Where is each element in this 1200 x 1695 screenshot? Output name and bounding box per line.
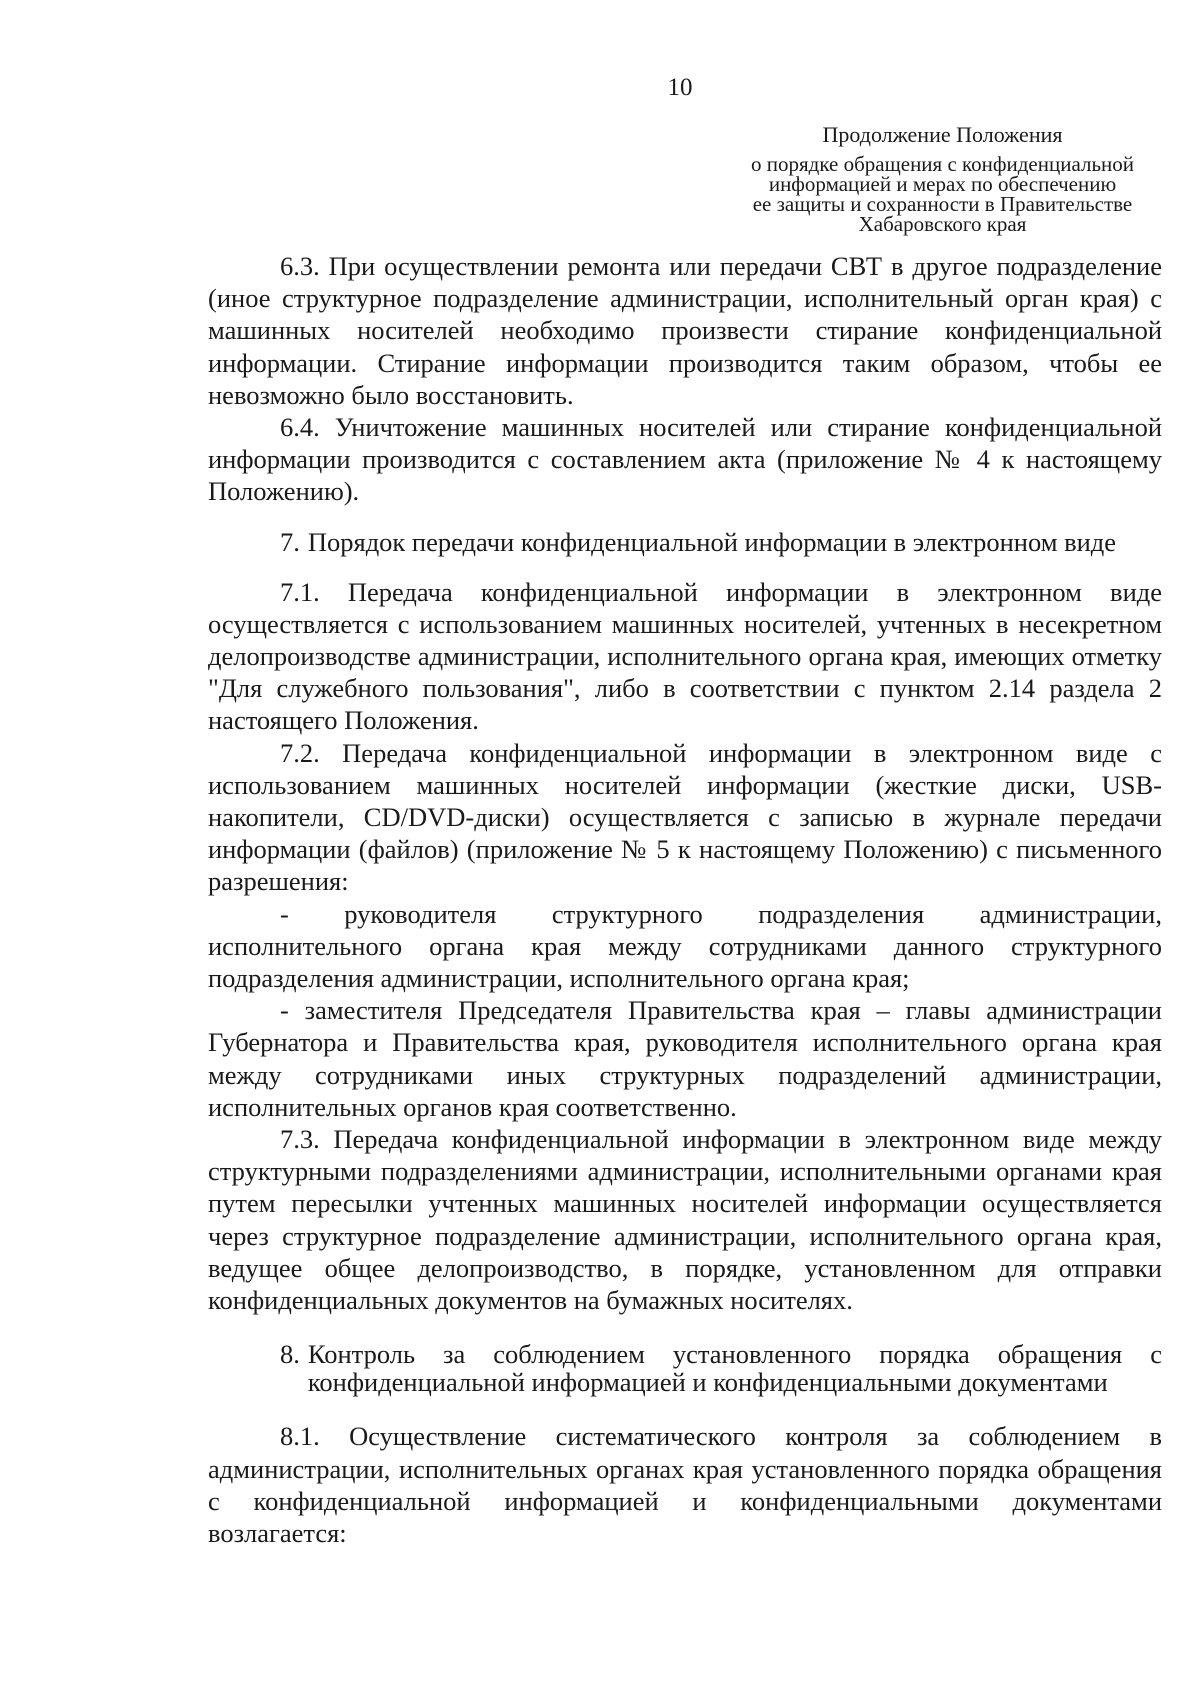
paragraph-8-1: 8.1. Осуществление систематического контроля за соблюдением в администрации, исполнительных органах края установленного порядка обращения с конфиденциальной информацией и конфиденциальными документами возлагается: (208, 1421, 1162, 1548)
section-number: 8. (280, 1339, 300, 1370)
page-number: 10 (667, 74, 693, 101)
paragraph-7-1: 7.1. Передача конфиденциальной информации в электронном виде осуществляется с использованием машинных носителей, учтенных в несекретном делопроизводстве администрации, исполнительного органа края, имеющих отметку "Для служебного пользования", либо в соответствии с пунктом 2.14 раздела 2 настоящего Положения. (208, 576, 1162, 736)
list-item: - заместителя Председателя Правительства края – главы администрации Губернатора и Правительства края, руководителя исполнительного органа края между сотрудниками иных структурных подразделений администрации, исполнительных органов края соответственно. (208, 995, 1162, 1122)
section-number: 7. (280, 526, 300, 557)
section-8-heading (208, 1340, 1162, 1396)
header-line: информацией и мерах по обеспечению (768, 172, 1117, 196)
list-item: - руководителя структурного подразделения администрации, исполнительного органа края между сотрудниками данного структурного подразделения администрации, исполнительного органа края; (208, 898, 1162, 994)
paragraph-7-3: 7.3. Передача конфиденциальной информации в электронном виде между структурными подразделениями администрации, исполнительными органами края путем пересылки учтенных машинных носителей информации осуществляется через структурное подразделение администрации, исполнительного органа края, ведущее общее делопроизводство, в порядке, установленном для отправки конфиденциальных документов на бумажных носителях. (208, 1124, 1162, 1316)
document-body (208, 250, 1162, 1549)
header-line: Хабаровского края (858, 212, 1027, 236)
header-line: о порядке обращения с конфиденциальной (750, 152, 1134, 176)
header-line: ее защиты и сохранности в Правительстве (752, 192, 1133, 216)
section-7-heading (208, 528, 1162, 556)
paragraph-6-3: 6.3. При осуществлении ремонта или передачи СВТ в другое подразделение (иное структурное подразделение администрации, исполнительный орган края) с машинных носителей необходимо произвести стирание конфиденциальной информации. Стирание информации производится таким образом, чтобы ее невозможно было восстановить. (208, 251, 1162, 410)
section-title: Контроль за соблюдением установленного порядка обращения с конфиденциальной информацией и конфиденциальными документами (307, 1339, 1162, 1398)
paragraph-7-2: 7.2. Передача конфиденциальной информации в электронном виде с использованием машинных носителей информации (жесткие диски, USB-накопители, CD/DVD-диски) осуществляется с записью в журнале передачи информации (файлов) (приложение № 5 к настоящему Положению) с письменного разрешения: (208, 737, 1162, 897)
section-title: Порядок передачи конфиденциальной информации в электронном виде (307, 526, 1117, 557)
header-title: Продолжение Положения (822, 122, 1063, 147)
document-header (690, 122, 1195, 234)
paragraph-6-4: 6.4. Уничтожение машинных носителей или стирание конфиденциальной информации производится с составлением акта (приложение № 4 к настоящему Положению). (208, 412, 1162, 507)
